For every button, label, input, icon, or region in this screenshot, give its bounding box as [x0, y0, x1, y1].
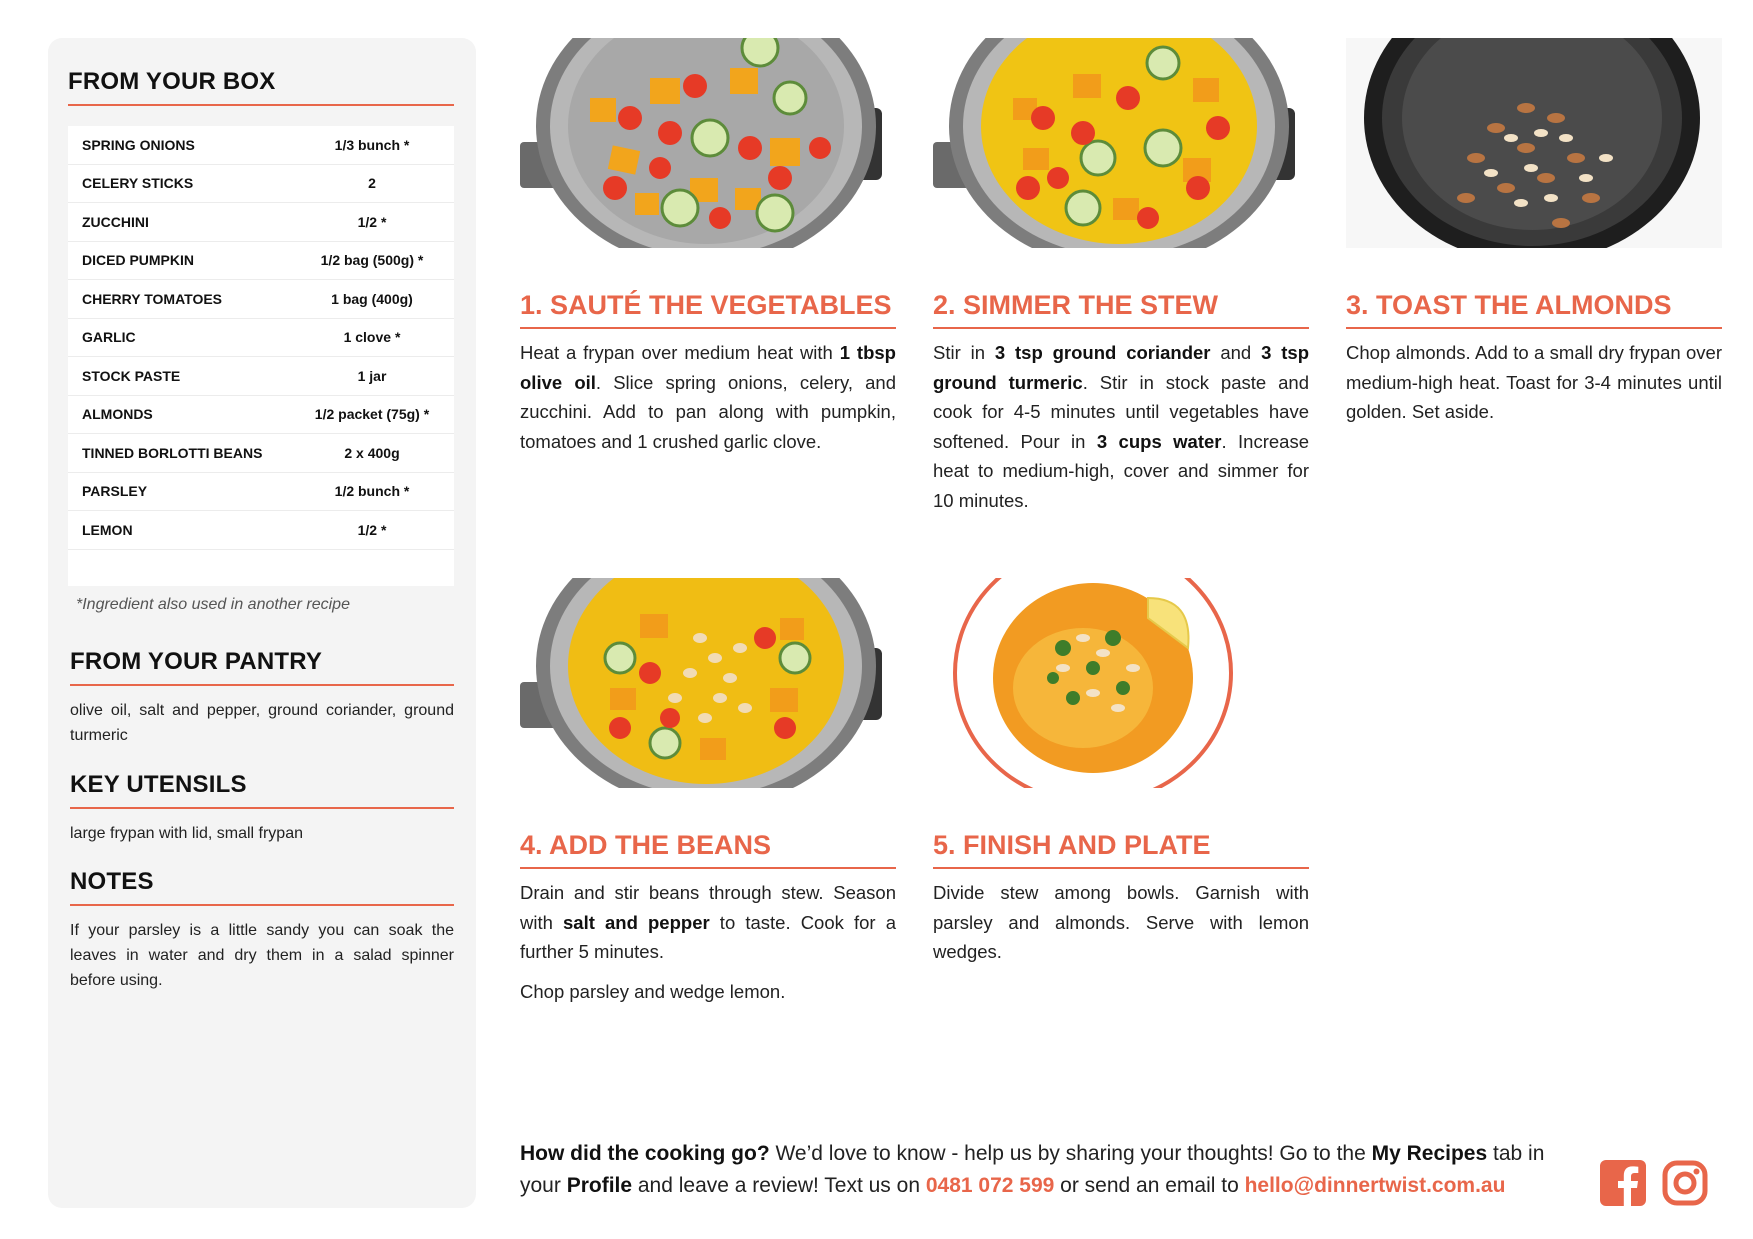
table-row: [68, 434, 454, 473]
text-run: or send an email to: [1054, 1174, 1245, 1197]
bold-text: 3 tsp ground turmeric: [933, 342, 1309, 393]
pantry-text: olive oil, salt and pepper, ground coriander, ground turmeric: [70, 702, 454, 744]
ingredient-name: CHERRY TOMATOES: [82, 290, 223, 307]
text-run: . Increase heat to medium-high, cover and simmer for 10 minutes.: [933, 430, 1309, 511]
table-row: [68, 203, 454, 242]
step-4-title: 4. ADD THE BEANS: [520, 830, 896, 869]
ingredient-qty: 2 x 400g: [344, 444, 400, 461]
step-5-text: [933, 878, 1309, 977]
step-4-photo: [520, 578, 896, 788]
ingredients-table: [68, 126, 454, 586]
table-row: [68, 126, 454, 165]
text-run: Divide stew among bowls. Garnish with parsley and almonds. Serve with lemon wedges.: [933, 882, 1309, 962]
step-1-title: 1. SAUTÉ THE VEGETABLES: [520, 290, 896, 329]
ingredient-name: STOCK PASTE: [82, 367, 181, 384]
ingredient-name: LEMON: [82, 521, 133, 538]
table-row: [68, 357, 454, 396]
ingredient-name: DICED PUMPKIN: [82, 252, 195, 269]
text-run: to taste. Cook for a further 5 minutes.: [520, 911, 896, 962]
step-1: [520, 38, 896, 518]
ingredient-qty: 1/2 packet (75g) *: [314, 406, 430, 423]
sidebar-panel: [48, 38, 476, 1208]
facebook-icon[interactable]: [1600, 1160, 1646, 1206]
text-run: Drain and stir beans through stew. Season with: [520, 882, 896, 933]
notes-heading: NOTES: [70, 868, 454, 906]
step-2-photo: [933, 38, 1309, 248]
instagram-icon[interactable]: [1662, 1160, 1708, 1206]
table-row: [68, 473, 454, 512]
profile-link[interactable]: Profile: [566, 1174, 633, 1197]
ingredient-qty: 1/3 bunch *: [334, 136, 410, 153]
ingredient-name: ZUCCHINI: [82, 213, 149, 230]
table-row: [68, 319, 454, 358]
step-paragraph: [520, 878, 896, 967]
step-3-title: 3. TOAST THE ALMONDS: [1346, 290, 1722, 329]
step-1-text: [520, 338, 896, 466]
step-paragraph: [933, 338, 1309, 515]
text-run: Chop almonds. Add to a small dry frypan over medium-high heat. Toast for 3-4 minutes until golden. Set aside.: [1346, 342, 1722, 422]
step-4-text: [520, 878, 896, 1016]
table-row: [68, 242, 454, 281]
text-run: . Slice spring onions, celery, and zucchini. Add to pan along with pumpkin, tomatoes and 1 crushed garlic clove.: [520, 371, 896, 452]
ingredient-name: CELERY STICKS: [82, 175, 194, 192]
ingredient-name: PARSLEY: [82, 483, 148, 500]
step-paragraph: [520, 338, 896, 456]
ingredient-name: ALMONDS: [82, 406, 153, 423]
step-5-title: 5. FINISH AND PLATE: [933, 830, 1309, 869]
utensils-text: large frypan with lid, small frypan: [70, 825, 303, 842]
ingredient-qty: 1 jar: [357, 367, 387, 384]
bold-text: 3 cups water: [1096, 430, 1222, 452]
notes-text: If your parsley is a little sandy you can soak the leaves in water and dry them in a salad spinner before using.: [70, 922, 454, 989]
ingredient-qty: 1 bag (400g): [331, 290, 413, 307]
box-heading: FROM YOUR BOX: [68, 68, 454, 106]
step-2-text: [933, 338, 1309, 525]
bold-text: salt and pepper: [563, 911, 710, 933]
ingredient-qty: 1/2 *: [357, 213, 387, 230]
email-link[interactable]: hello@dinnertwist.com.au: [1244, 1174, 1506, 1197]
table-row: [68, 511, 454, 550]
bold-text: 3 tsp ground coriander: [994, 342, 1211, 363]
ingredient-name: TINNED BORLOTTI BEANS: [82, 444, 263, 461]
table-row: [68, 165, 454, 204]
step-paragraph: [933, 878, 1309, 967]
step-paragraph: [1346, 338, 1722, 427]
feedback-footer: [520, 1138, 1580, 1202]
step-2-title: 2. SIMMER THE STEW: [933, 290, 1309, 329]
step-1-photo: [520, 38, 896, 248]
pantry-heading: FROM YOUR PANTRY: [70, 648, 454, 686]
text-run: tab in your: [520, 1142, 1545, 1197]
text-run: Stir in: [933, 342, 995, 363]
step-5-photo: [933, 578, 1309, 788]
step-2: [933, 38, 1309, 518]
ingredient-qty: 1 clove *: [343, 329, 401, 346]
ingredient-qty: 1/2 bag (500g) *: [320, 252, 424, 269]
text-run: Heat a frypan over medium heat with: [520, 342, 840, 363]
step-3-text: [1346, 338, 1722, 437]
ingredient-name: SPRING ONIONS: [82, 136, 195, 153]
ingredient-qty: 2: [368, 175, 376, 192]
table-row: [68, 396, 454, 435]
text-run: We’d love to know - help us by sharing your thoughts! Go to the: [769, 1142, 1372, 1165]
step-3: [1346, 38, 1722, 518]
text-run: and leave a review! Text us on: [632, 1174, 926, 1197]
box-note: *Ingredient also used in another recipe: [76, 596, 350, 613]
step-4: [520, 578, 896, 1018]
my-recipes-link[interactable]: My Recipes: [1371, 1142, 1488, 1165]
ingredient-qty: 1/2 bunch *: [334, 483, 410, 500]
bold-text: 1 tbsp olive oil: [520, 342, 896, 393]
text-run: and: [1210, 342, 1262, 363]
table-row: [68, 280, 454, 319]
text-run: . Stir in stock paste and cook for 4-5 minutes until vegetables have softened. Pour in: [933, 371, 1310, 452]
ingredient-qty: 1/2 *: [357, 521, 387, 538]
utensils-heading: KEY UTENSILS: [70, 771, 454, 809]
step-5: [933, 578, 1309, 1018]
step-paragraph: Chop parsley and wedge lemon.: [520, 980, 786, 1002]
footer-question: How did the cooking go?: [520, 1142, 770, 1165]
ingredient-name: GARLIC: [82, 329, 136, 346]
phone-link[interactable]: 0481 072 599: [925, 1174, 1055, 1197]
step-3-photo: [1346, 38, 1722, 248]
